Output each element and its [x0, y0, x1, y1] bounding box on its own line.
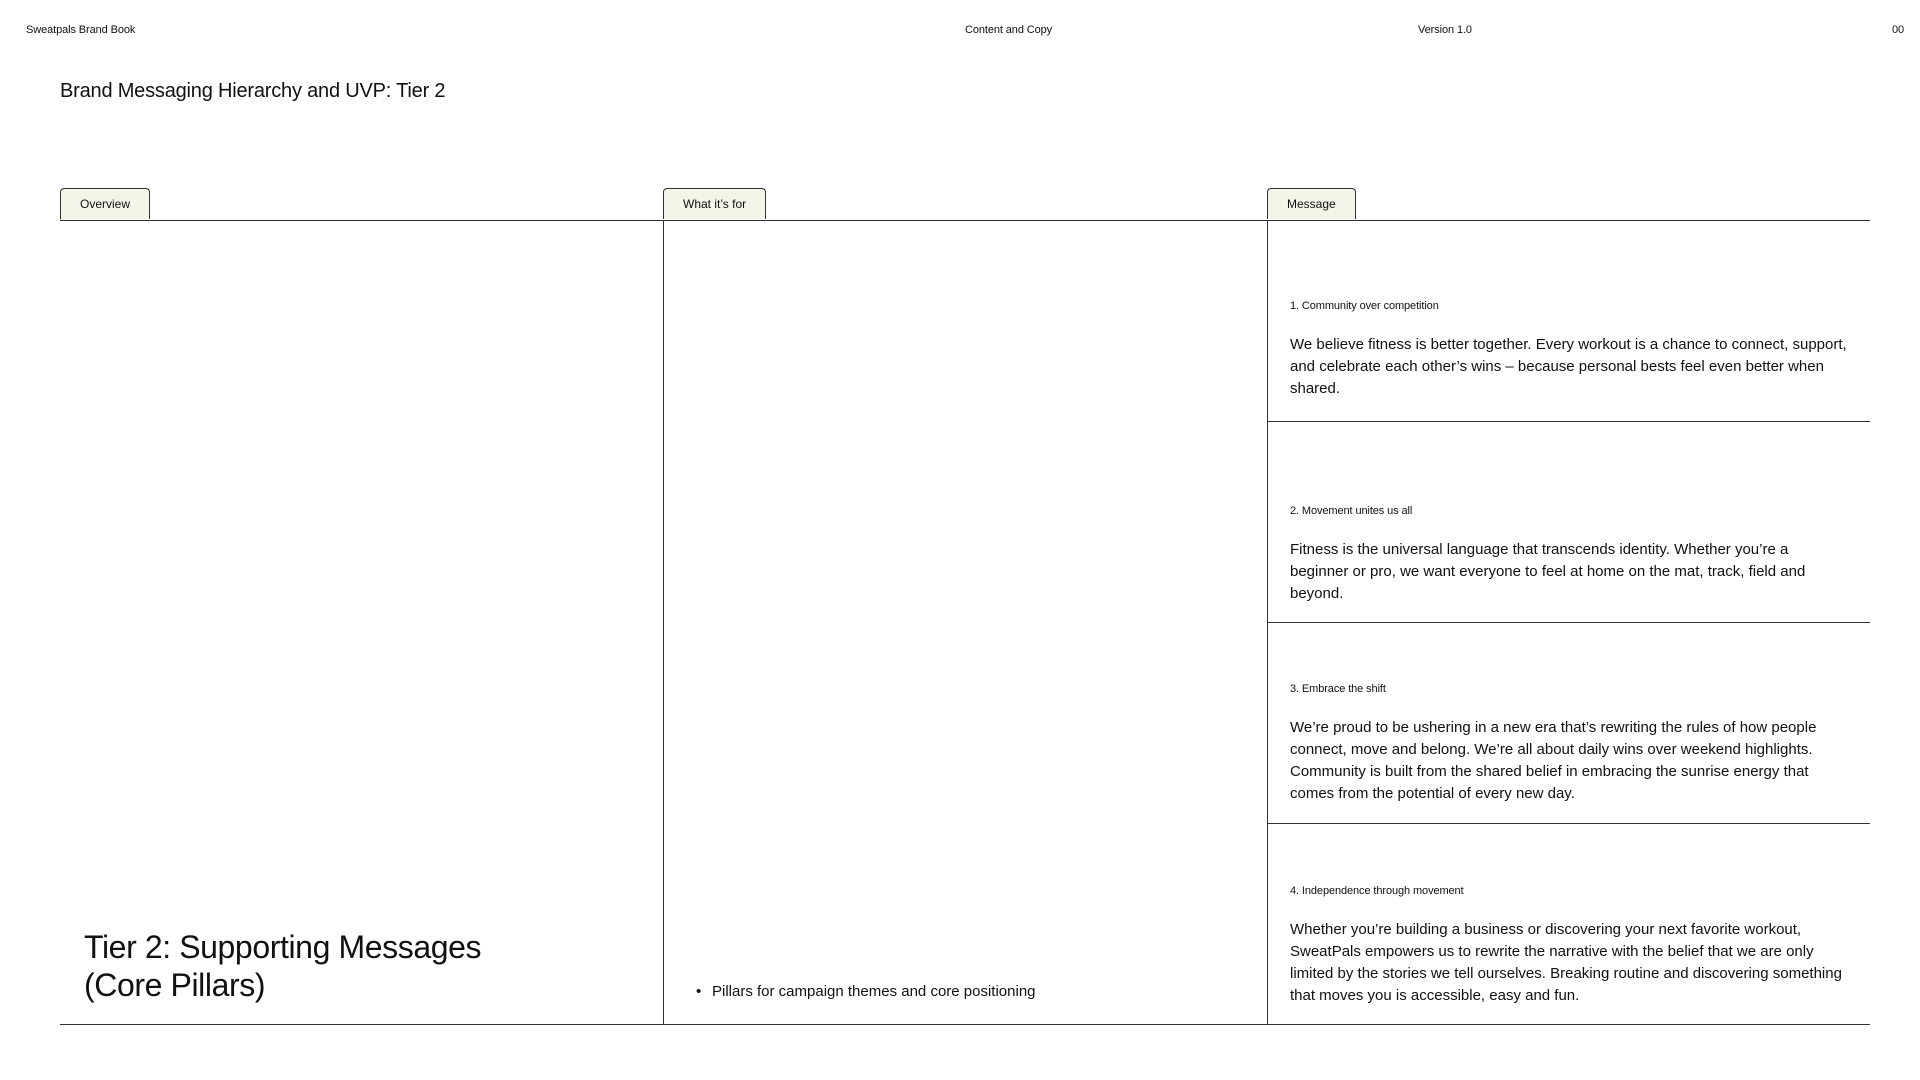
message-label: 3. Embrace the shift [1290, 683, 1386, 695]
message-cell [1268, 422, 1870, 623]
message-label: 4. Independence through movement [1290, 885, 1464, 897]
tab-overview: Overview [60, 188, 150, 219]
page-number: 00 [1891, 24, 1904, 36]
page-title: Brand Messaging Hierarchy and UVP: Tier 2 [60, 80, 446, 102]
overview-heading [84, 928, 544, 1004]
tab-message: Message [1267, 188, 1356, 219]
message-body: We’re proud to be ushering in a new era that’s rewriting the rules of how people connect, move and belong. We’re all about daily wins over weekend highlights. Community is built from the shared belief in embracing the sunrise energy that comes from the potential of every new day. [1290, 719, 1817, 802]
message-label: 2. Movement unites us all [1290, 505, 1413, 517]
message-cell [1268, 824, 1870, 1024]
purpose-bullet-text: Pillars for campaign themes and core positioning [712, 983, 1036, 1000]
purpose-bullet-list [696, 983, 1036, 1000]
message-body: Fitness is the universal language that transcends identity. Whether you’re a beginner or pro, we want everyone to feel at home on the mat, track, field and beyond. [1290, 541, 1806, 602]
tab-what-its-for: What it’s for [663, 188, 766, 219]
message-cell [1268, 221, 1870, 422]
purpose-bullet [696, 983, 1036, 1000]
column-divider [663, 220, 664, 1025]
message-body: We believe fitness is better together. Every workout is a chance to connect, support, and celebrate each other’s wins – because personal bests feel even better when shared. [1290, 336, 1847, 397]
message-body: Whether you’re building a business or discovering your next favorite workout, SweatPals empowers us to rewrite the narrative with the belief that we are only limited by the stories we tell ourselves. Breaking routine and discovering something that moves you is accessible, easy and fun. [1290, 921, 1842, 1004]
brand-name: Sweatpals Brand Book [26, 24, 136, 36]
message-cell [1268, 623, 1870, 824]
overview-heading-line-2: (Core Pillars) [84, 967, 266, 1003]
overview-heading-line-1: Tier 2: Supporting Messages [84, 929, 482, 965]
table-bottom-rule [60, 1024, 1870, 1025]
version-label: Version 1.0 [1418, 24, 1472, 36]
section-name: Content and Copy [965, 24, 1053, 36]
message-label: 1. Community over competition [1290, 300, 1439, 312]
